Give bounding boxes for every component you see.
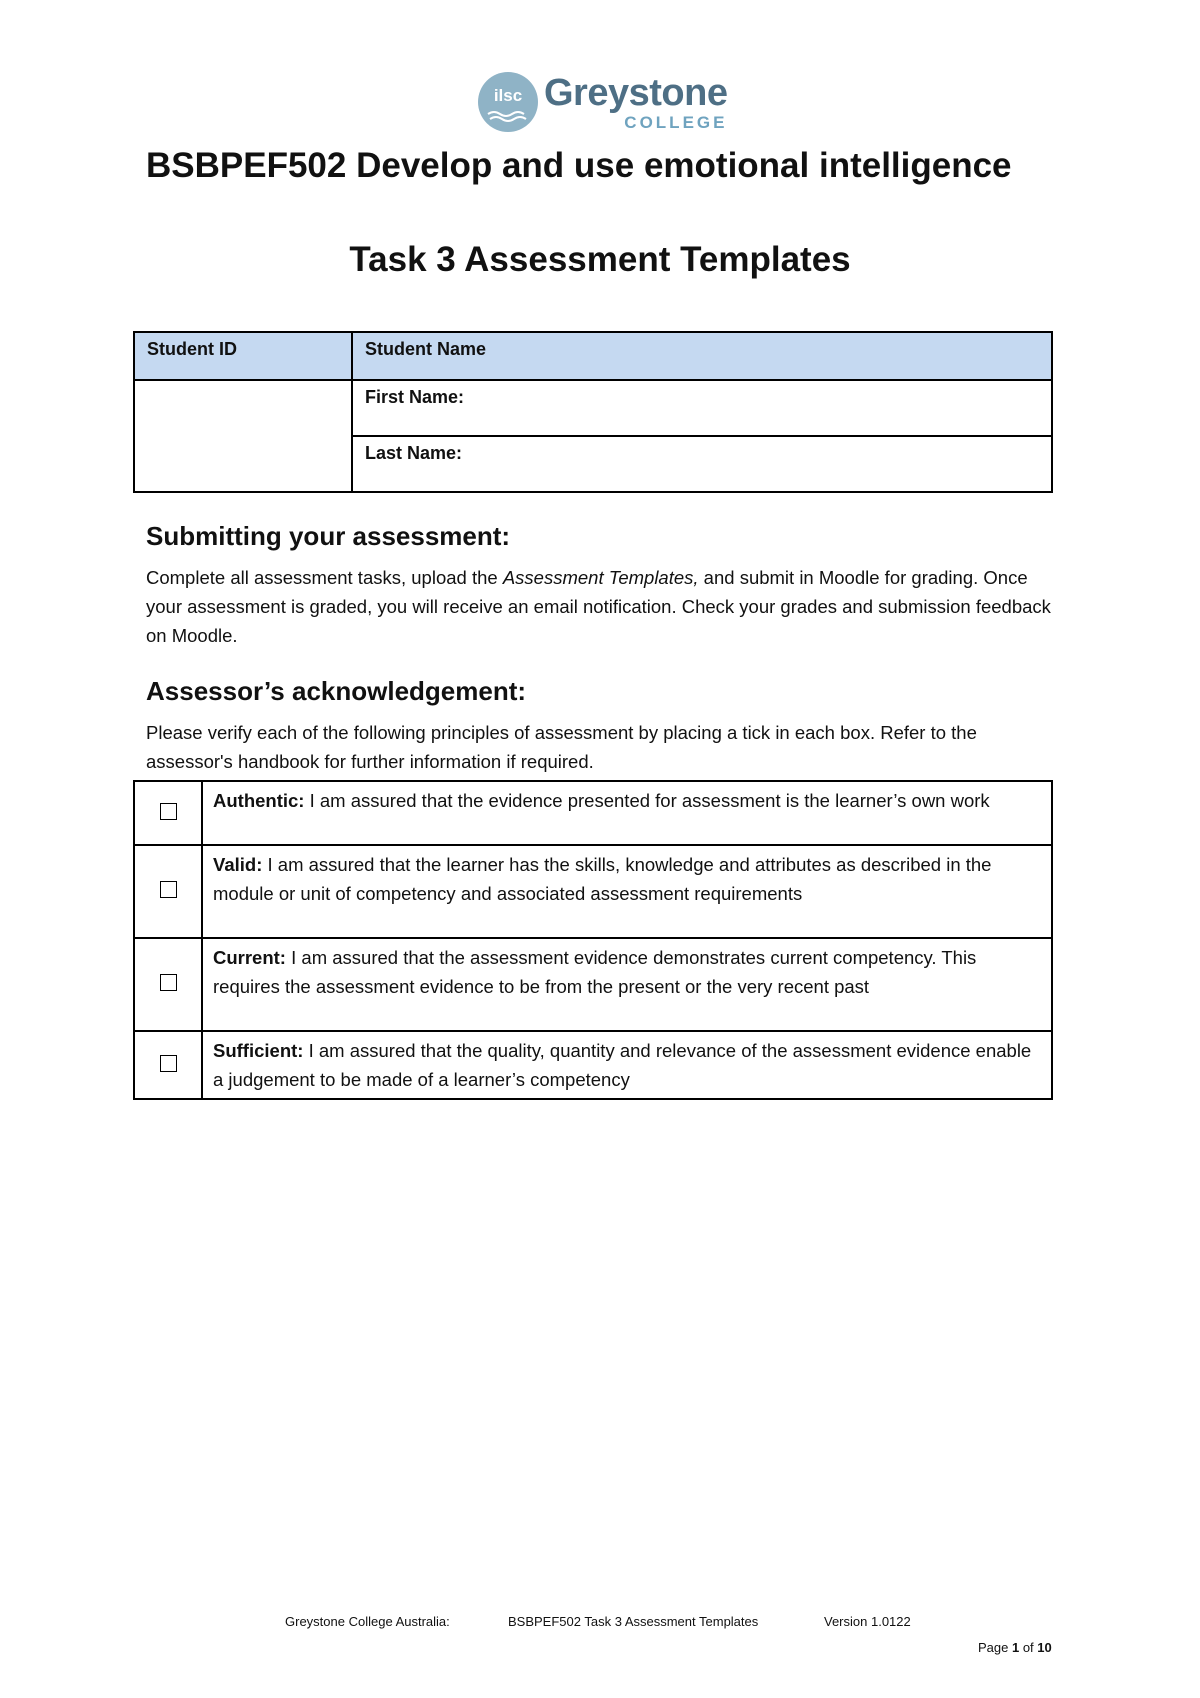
student-id-header: Student ID — [134, 332, 352, 380]
last-name-field[interactable]: Last Name: — [352, 436, 1052, 492]
logo-sub: COLLEGE — [624, 112, 728, 132]
acknowledgement-heading: Assessor’s acknowledgement: — [146, 676, 527, 706]
document-title: BSBPEF502 Develop and use emotional intelligence — [146, 146, 1012, 185]
principle-row-valid: Valid: I am assured that the learner has the skills, knowledge and attributes as described in the module or unit of competency and associated assessment requirements — [134, 845, 1052, 938]
student-id-field[interactable] — [134, 380, 352, 492]
sufficient-checkbox[interactable] — [160, 1055, 177, 1072]
submitting-instructions: Complete all assessment tasks, upload the Assessment Templates, and submit in Moodle for grading. Once your assessment is graded, you will receive an email notification. Check your grades and submission feedback on Moodle. — [146, 567, 1051, 646]
student-name-header: Student Name — [352, 332, 1052, 380]
principle-row-current: Current: I am assured that the assessment evidence demonstrates current competency. This requires the assessment evidence to be from the present or the very recent past — [134, 938, 1052, 1031]
footer-doc: BSBPEF502 Task 3 Assessment Templates — [508, 1614, 759, 1629]
acknowledgement-intro: Please verify each of the following principles of assessment by placing a tick in each box. Refer to the assessor's handbook for further information if required. — [146, 722, 977, 772]
authentic-checkbox[interactable] — [160, 803, 177, 820]
valid-checkbox[interactable] — [160, 881, 177, 898]
current-checkbox[interactable] — [160, 974, 177, 991]
ilsc-emblem-icon — [478, 72, 538, 132]
emblem-text: ilsc — [493, 86, 523, 105]
waves-icon — [486, 110, 530, 124]
student-details-table — [133, 331, 1053, 493]
document-subtitle: Task 3 Assessment Templates — [349, 240, 851, 279]
footer-org: Greystone College Australia: — [285, 1614, 450, 1629]
principle-row-sufficient: Sufficient: I am assured that the quality, quantity and relevance of the assessment evidence enable a judgement to be made of a learner’s competency — [134, 1031, 1052, 1099]
first-name-field[interactable]: First Name: — [352, 380, 1052, 436]
page-number: Page 1 of 10 — [978, 1640, 1052, 1655]
logo-brand: Greystone — [544, 71, 728, 114]
principle-row-authentic: Authentic: I am assured that the evidence presented for assessment is the learner’s own work — [134, 781, 1052, 845]
footer-version: Version 1.0122 — [824, 1614, 911, 1629]
principles-table — [133, 780, 1053, 1100]
submitting-heading: Submitting your assessment: — [146, 521, 511, 551]
greystone-logo — [478, 72, 727, 132]
